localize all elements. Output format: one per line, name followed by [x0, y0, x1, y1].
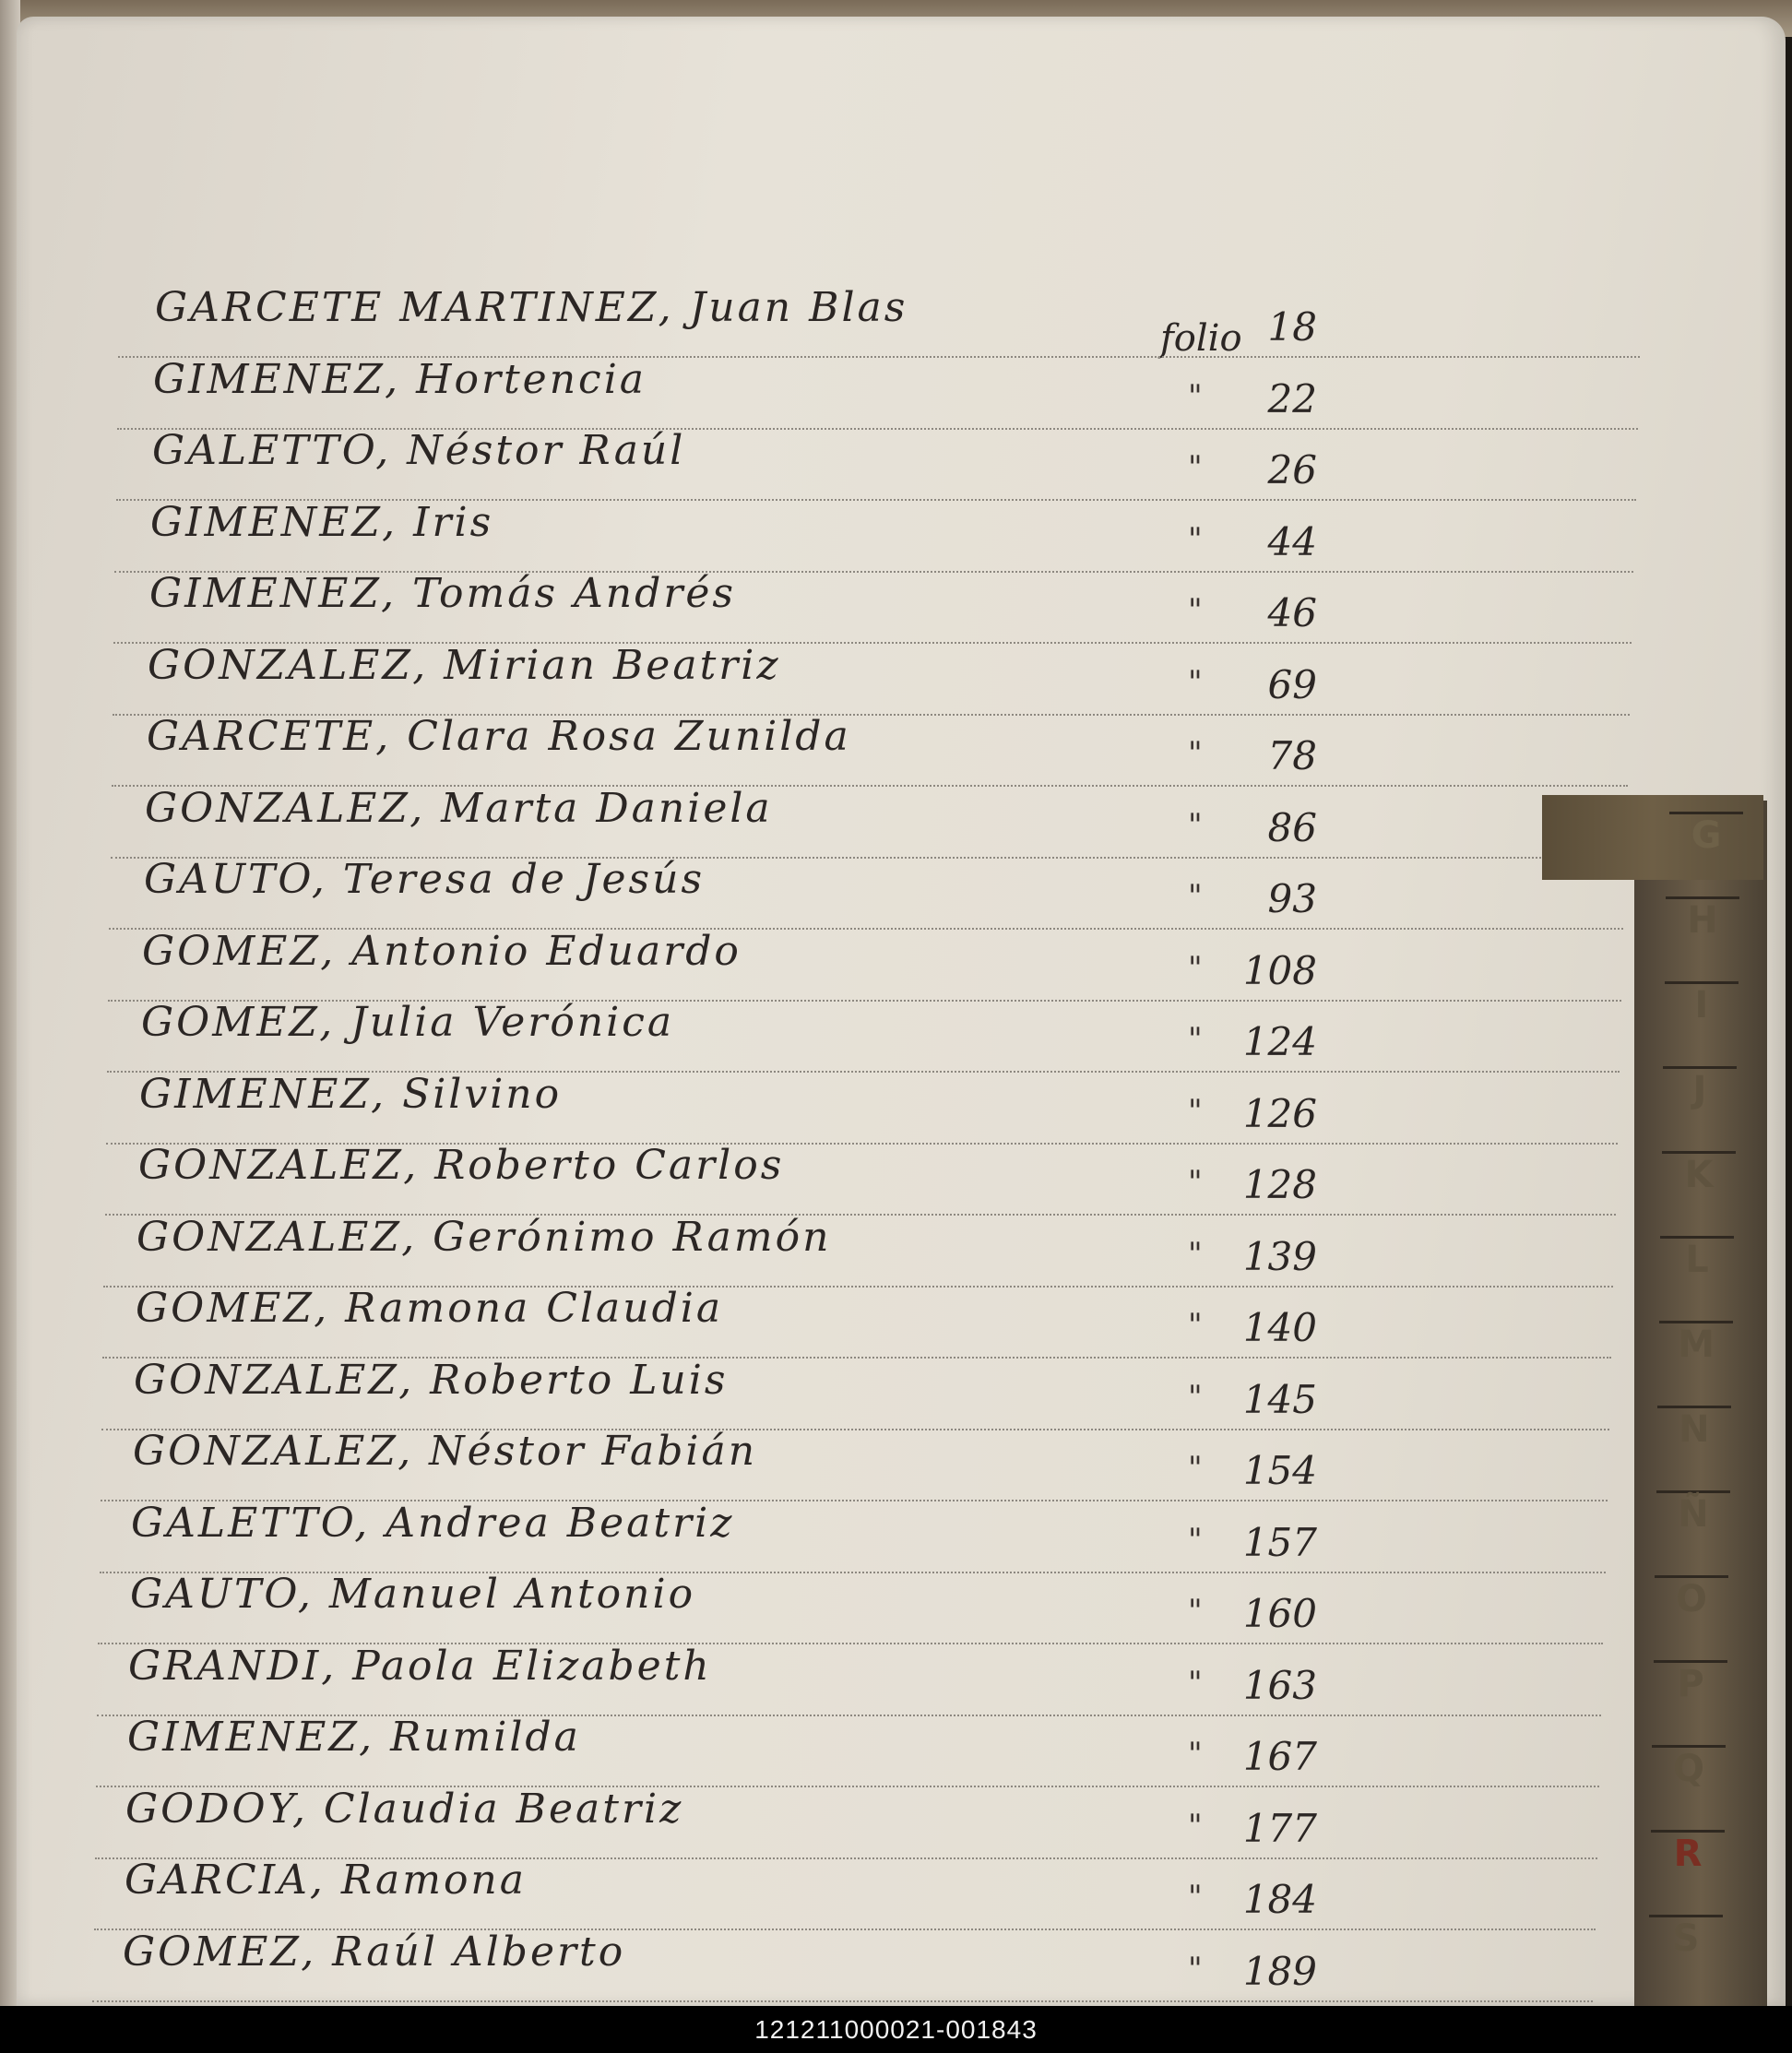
entry-name: GAUTO, Manuel Antonio	[130, 1571, 696, 1618]
ditto-mark: "	[1188, 520, 1203, 558]
entry-folio-number: 18	[1267, 304, 1317, 350]
entry-name: GRANDI, Paola Elizabeth	[128, 1642, 712, 1690]
entry-name: GONZALEZ, Roberto Carlos	[138, 1142, 785, 1189]
entry-name: GOMEZ, Ramona Claudia	[136, 1285, 724, 1332]
entry-name: GONZALEZ, Néstor Fabián	[133, 1428, 758, 1475]
entry-name: GOMEZ, Julia Verónica	[141, 999, 675, 1046]
ditto-mark: "	[1188, 663, 1203, 701]
ditto-mark: "	[1188, 592, 1203, 629]
ditto-mark: "	[1188, 1664, 1203, 1702]
entry-name: GARCETE, Clara Rosa Zunilda	[147, 713, 851, 760]
entry-folio-number: 78	[1267, 733, 1317, 778]
ditto-mark: "	[1188, 1450, 1203, 1487]
entry-folio-number: 46	[1267, 590, 1317, 635]
entry-name: GIMENEZ, Hortencia	[153, 355, 647, 403]
index-tab-M[interactable]: M	[1659, 1321, 1733, 1366]
entry-name: GONZALEZ, Marta Daniela	[145, 784, 773, 832]
entry-folio-number: 108	[1242, 947, 1317, 993]
entry-folio-number: 128	[1242, 1162, 1317, 1207]
entry-name: GIMENEZ, Rumilda	[127, 1714, 581, 1761]
ditto-mark: "	[1188, 1021, 1203, 1058]
entry-name: GIMENEZ, Tomás Andrés	[149, 570, 736, 617]
entry-folio-number: 124	[1242, 1019, 1317, 1064]
entry-folio-number: 154	[1242, 1448, 1317, 1493]
entry-name: GOMEZ, Raúl Alberto	[123, 1928, 626, 1976]
entry-folio-number: 140	[1242, 1305, 1317, 1350]
index-tab-J[interactable]: J	[1663, 1066, 1737, 1111]
ditto-mark: "	[1188, 1879, 1203, 1916]
entry-folio-number: 44	[1267, 518, 1317, 564]
image-id-footer: 121211000021-001843	[0, 2006, 1792, 2053]
ditto-mark: "	[1188, 1736, 1203, 1773]
ditto-mark: "	[1188, 377, 1203, 415]
entry-name: GALETTO, Néstor Raúl	[152, 427, 686, 474]
entry-name: GODOY, Claudia Beatriz	[125, 1785, 684, 1833]
entry-name: GARCETE MARTINEZ, Juan Blas	[155, 284, 908, 331]
entry-folio-number: 69	[1267, 661, 1317, 707]
entry-name: GIMENEZ, Iris	[150, 498, 494, 546]
ditto-mark: "	[1188, 449, 1203, 486]
entry-name: GIMENEZ, Silvino	[139, 1070, 563, 1118]
ruled-line	[92, 2000, 1593, 2002]
ditto-mark: "	[1188, 1807, 1203, 1845]
index-tab-O[interactable]: O	[1655, 1575, 1728, 1620]
entry-folio-number: 177	[1242, 1805, 1317, 1851]
ditto-mark: "	[1188, 1164, 1203, 1201]
ditto-mark: "	[1188, 1235, 1203, 1273]
entry-name: GONZALEZ, Roberto Luis	[134, 1356, 729, 1404]
ditto-mark: "	[1188, 878, 1203, 915]
entry-folio-number: 184	[1242, 1877, 1317, 1922]
ledger-page	[17, 17, 1786, 2006]
entry-name: GAUTO, Teresa de Jesús	[144, 856, 706, 903]
entry-name: GONZALEZ, Gerónimo Ramón	[136, 1213, 832, 1261]
entry-folio-number: 139	[1242, 1233, 1317, 1279]
ditto-mark: "	[1188, 1092, 1203, 1130]
index-tab-I[interactable]: I	[1665, 981, 1739, 1026]
ditto-mark: "	[1188, 1950, 1203, 1988]
entry-name: GARCIA, Ramona	[125, 1857, 528, 1904]
entry-name: GONZALEZ, Mirian Beatriz	[148, 641, 781, 689]
index-tab-S[interactable]: S	[1649, 1915, 1723, 1960]
ditto-mark: "	[1188, 1593, 1203, 1630]
ditto-mark: "	[1188, 949, 1203, 987]
index-tab-Ñ[interactable]: Ñ	[1656, 1490, 1730, 1536]
entry-folio-number: 167	[1242, 1734, 1317, 1779]
index-tab-G[interactable]: G	[1669, 812, 1743, 857]
entry-folio-number: 86	[1267, 804, 1317, 850]
index-tab-L[interactable]: L	[1660, 1236, 1734, 1281]
entry-folio-number: 93	[1267, 876, 1317, 921]
entry-folio-number: 160	[1242, 1591, 1317, 1636]
entry-folio-number: 163	[1242, 1662, 1317, 1708]
ditto-mark: "	[1188, 1378, 1203, 1416]
index-tab-R[interactable]: R	[1651, 1830, 1725, 1875]
ditto-mark: "	[1188, 1307, 1203, 1344]
entry-folio-number: 22	[1267, 375, 1317, 421]
ditto-mark: "	[1188, 735, 1203, 772]
ditto-mark: "	[1188, 1521, 1203, 1559]
entry-folio-number: 189	[1242, 1948, 1317, 1994]
entry-folio-number: 145	[1242, 1376, 1317, 1422]
entry-folio-number: 126	[1242, 1090, 1317, 1136]
index-tab-P[interactable]: P	[1654, 1660, 1727, 1705]
index-tab-H[interactable]: H	[1666, 896, 1739, 942]
index-tab-N[interactable]: N	[1657, 1406, 1731, 1451]
entry-folio-number: 26	[1267, 447, 1317, 492]
entry-name: GOMEZ, Antonio Eduardo	[142, 927, 742, 975]
index-tab-K[interactable]: K	[1662, 1151, 1736, 1196]
index-tab-Q[interactable]: Q	[1652, 1745, 1726, 1790]
entry-name: GALETTO, Andrea Beatriz	[131, 1499, 735, 1547]
folio-column-label: folio	[1160, 317, 1242, 360]
ditto-mark: "	[1188, 806, 1203, 844]
entry-folio-number: 157	[1242, 1519, 1317, 1565]
